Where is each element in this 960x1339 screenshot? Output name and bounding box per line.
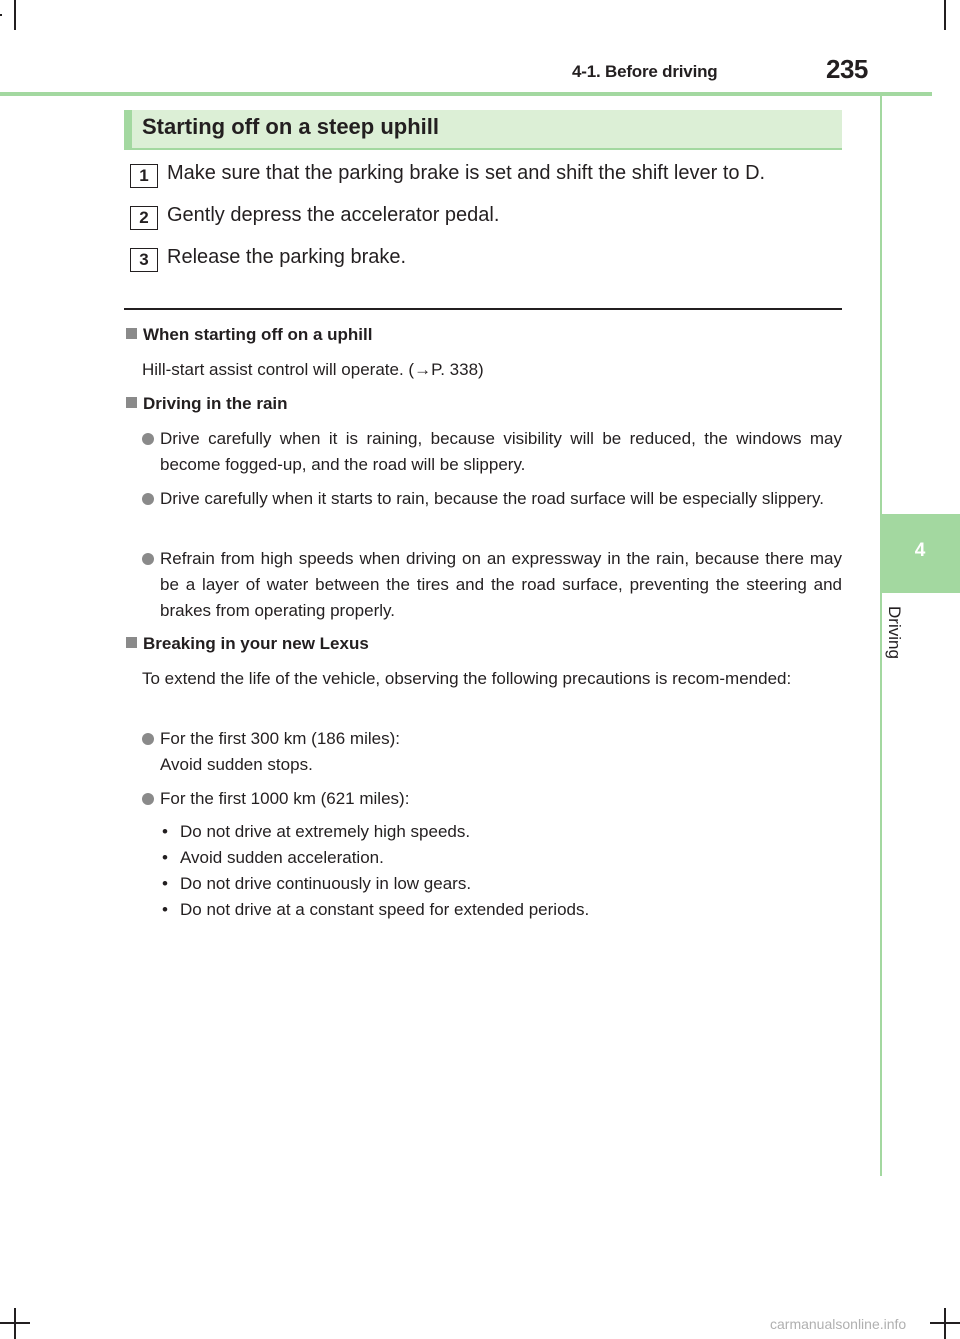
crop-mark	[0, 14, 2, 16]
breaking-in-bullet-2	[142, 786, 842, 812]
note-heading-uphill	[126, 325, 372, 345]
square-bullet-icon	[126, 637, 137, 648]
breaking-in-intro: To extend the life of the vehicle, observing the following precautions is recom-mended:	[142, 669, 792, 688]
footer-watermark: carmanualsonline.info	[770, 1316, 907, 1332]
rain-bullet-1	[142, 426, 842, 478]
rain-bullet-3	[142, 546, 842, 624]
note-heading-text: When starting off on a uphill	[143, 325, 373, 344]
sub-item	[162, 822, 470, 842]
circle-bullet-icon	[142, 793, 154, 805]
chapter-tab	[880, 514, 960, 593]
circle-bullet-icon	[142, 553, 154, 565]
page-number: 235	[826, 54, 868, 84]
dot-marker-icon: •	[162, 900, 168, 919]
step-text: Make sure that the parking brake is set and shift the shift lever to D.	[167, 162, 766, 184]
note-heading-breaking-in	[126, 634, 369, 654]
step-number: 1	[130, 164, 158, 188]
note-heading-rain	[126, 394, 288, 414]
crop-mark	[944, 0, 946, 30]
crop-mark	[14, 0, 16, 30]
circle-bullet-icon	[142, 433, 154, 445]
chapter-label-wrap	[885, 606, 912, 670]
breaking-in-bullet-1	[142, 726, 842, 778]
circle-bullet-icon	[142, 733, 154, 745]
section-title-bar	[124, 110, 842, 150]
sub-item-text: Do not drive at extremely high speeds.	[180, 822, 471, 841]
chapter-label: Driving	[885, 606, 904, 659]
bullet-text: Refrain from high speeds when driving on an expressway in the rain, because there may be a layer of water between the tires and the road surface, preventing the steering and brakes from operating properly.	[160, 549, 842, 620]
rain-bullet-2	[142, 486, 842, 512]
sub-item-text: Do not drive at a constant speed for extended periods.	[180, 900, 590, 919]
crop-mark	[0, 1322, 30, 1324]
crop-mark	[930, 1322, 960, 1324]
sub-item	[162, 874, 471, 894]
bullet-text: Drive carefully when it is raining, because visibility will be reduced, the windows may become fogged-up, and the road will be slippery.	[160, 429, 842, 474]
dot-marker-icon: •	[162, 848, 168, 867]
chapter-number: 4	[914, 540, 926, 561]
sub-item-text: Do not drive continuously in low gears.	[180, 874, 472, 893]
note-heading-text: Driving in the rain	[143, 394, 288, 413]
step-text: Gently depress the accelerator pedal.	[167, 204, 500, 226]
sub-item	[162, 900, 589, 920]
note-heading-text: Breaking in your new Lexus	[143, 634, 369, 653]
dot-marker-icon: •	[162, 822, 168, 841]
step-number: 3	[130, 248, 158, 272]
circle-bullet-icon	[142, 493, 154, 505]
bullet-text: Drive carefully when it starts to rain, because the road surface will be especially slippery.	[160, 489, 824, 508]
section-accent	[124, 110, 132, 148]
dot-marker-icon: •	[162, 874, 168, 893]
side-rule	[880, 96, 882, 1176]
bullet-text: For the first 1000 km (621 miles):	[160, 789, 410, 808]
header-section-title: 4-1. Before driving	[572, 62, 718, 81]
square-bullet-icon	[126, 328, 137, 339]
sub-item-text: Avoid sudden acceleration.	[180, 848, 384, 867]
step-number: 2	[130, 206, 158, 230]
square-bullet-icon	[126, 397, 137, 408]
step-text: Release the parking brake.	[167, 246, 407, 268]
bullet-text: For the first 300 km (186 miles):	[160, 729, 400, 748]
note-text-uphill: Hill-start assist control will operate. (→P. 338)	[142, 360, 484, 379]
header-rule	[0, 92, 932, 96]
section-title: Starting off on a steep uphill	[142, 114, 439, 139]
bullet-text-line-2: Avoid sudden stops.	[160, 755, 313, 774]
sub-item	[162, 848, 384, 868]
section-divider	[124, 308, 842, 310]
